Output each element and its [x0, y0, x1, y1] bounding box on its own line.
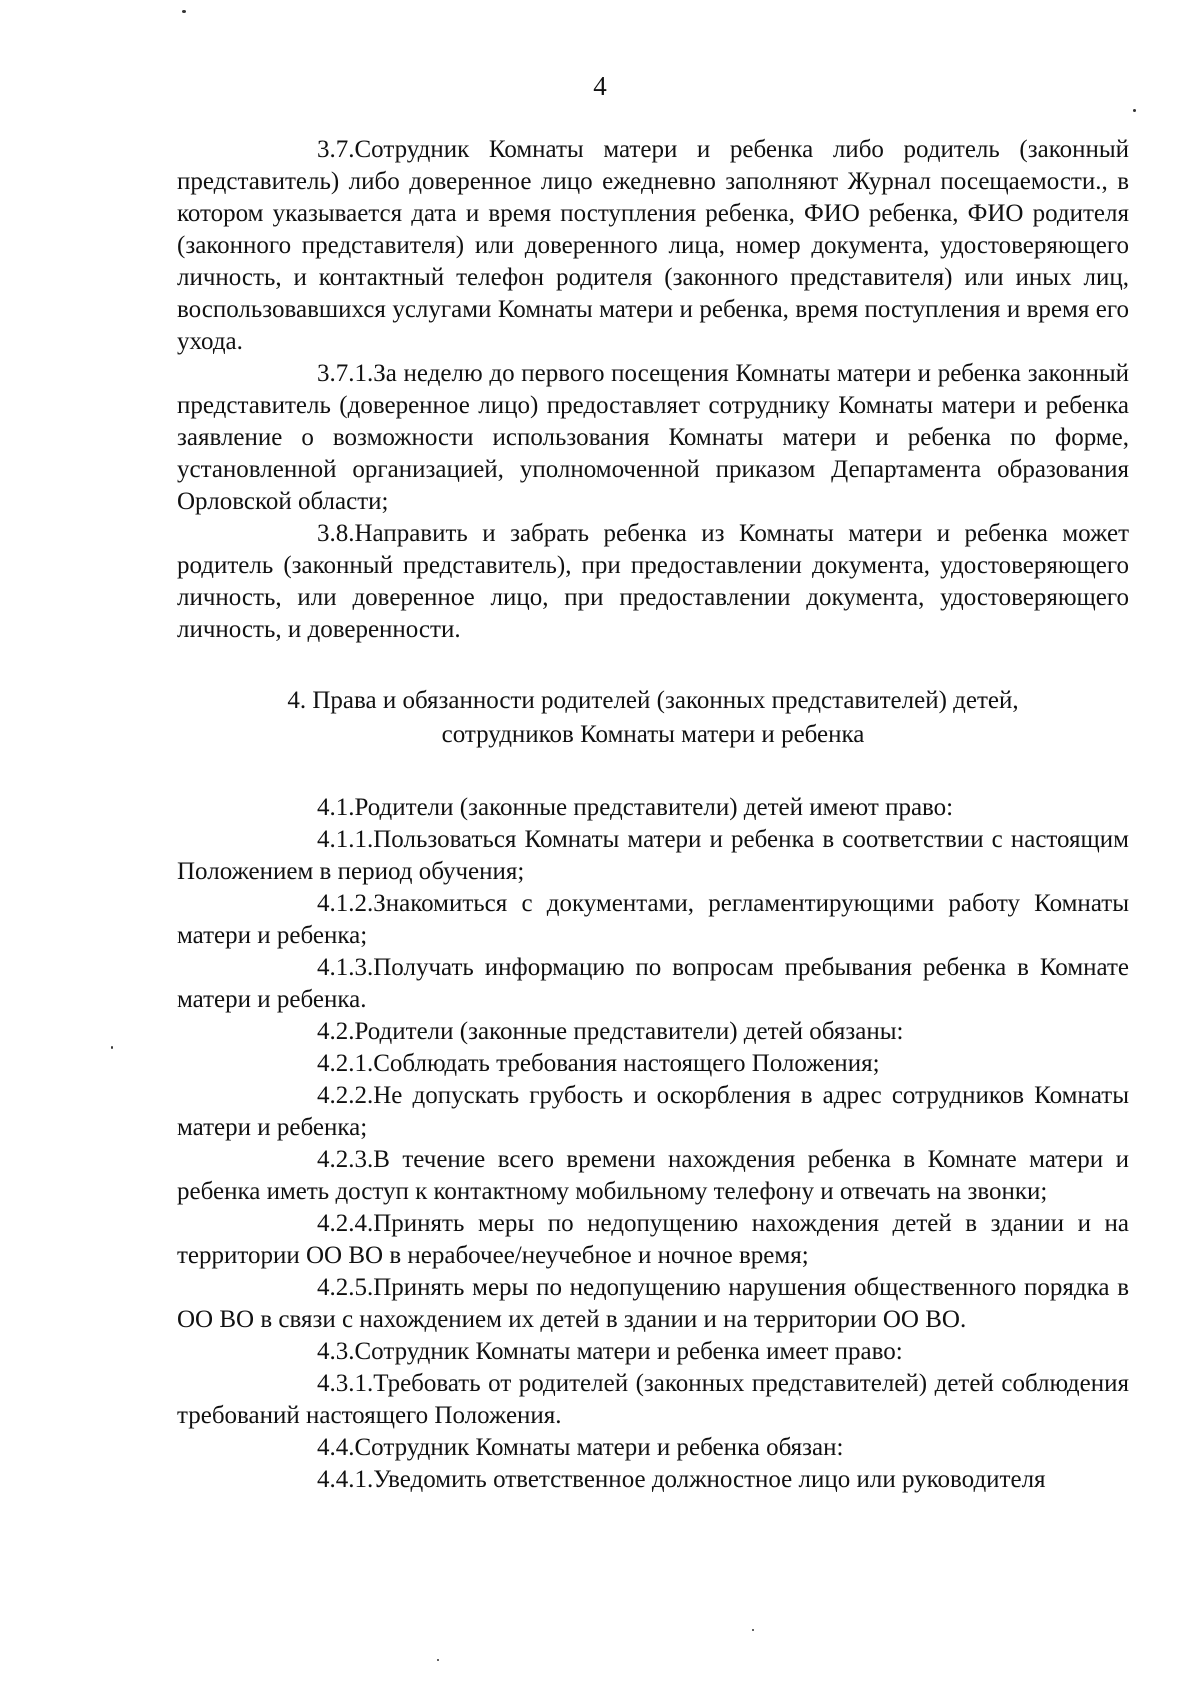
scan-speck	[182, 10, 186, 13]
paragraph-number: 4.2.2.	[317, 1082, 374, 1109]
paragraph-text: Получать информацию по вопросам пребывания ребенка в Комнате матери и ребенка.	[177, 954, 1129, 1013]
paragraph-number: 4.3.1.	[317, 1370, 374, 1397]
section-heading-line-1: 4. Права и обязанности родителей (законных представителей) детей,	[287, 687, 1019, 714]
page-number: 4	[593, 71, 607, 101]
paragraph-number: 4.2.5.	[317, 1274, 374, 1301]
paragraph-number: 4.1.3.	[317, 954, 374, 981]
paragraph-4-3	[177, 1336, 1129, 1368]
paragraph-4-2-1	[177, 1048, 1129, 1080]
scan-speck	[1133, 109, 1136, 112]
paragraph-number: 3.7.	[317, 136, 355, 163]
paragraph-number: 4.1.2.	[317, 890, 374, 917]
paragraph-3-7-1	[177, 358, 1129, 518]
paragraph-4-1	[177, 792, 1129, 824]
paragraph-text: Принять меры по недопущению нарушения общественного порядка в ОО ВО в связи с нахождением их детей в здании и на территории ОО ВО.	[177, 1274, 1129, 1333]
paragraph-4-2-5	[177, 1272, 1129, 1336]
paragraph-text: Сотрудник Комнаты матери и ребенка либо родитель (законный представитель) либо доверенное лицо ежедневно заполняют Журнал посещаемости., в котором указывается дата и время поступления ребенка, ФИО ребенка, ФИО родителя (законного представителя) или доверенного лица, номер документа, удостоверяющего личность, и контактный телефон родителя (законного представителя) или иных лиц, воспользовавшихся услугами Комнаты матери и ребенка, время поступления и время его ухода.	[177, 136, 1129, 355]
paragraph-3-8	[177, 518, 1129, 646]
paragraph-number: 4.4.1.	[317, 1466, 374, 1493]
paragraph-4-2-3	[177, 1144, 1129, 1208]
paragraph-text: Уведомить ответственное должностное лицо или руководителя	[373, 1466, 1046, 1493]
scan-speck	[437, 1659, 439, 1661]
paragraph-text: Направить и забрать ребенка из Комнаты матери и ребенка может родитель (законный представитель), при предоставлении документа, удостоверяющего личность, или доверенное лицо, при предоставлении документа, удостоверяющего личность, и доверенности.	[177, 520, 1129, 643]
paragraph-number: 4.4.	[317, 1434, 355, 1461]
paragraph-number: 4.2.4.	[317, 1210, 374, 1237]
section-heading-line-2: сотрудников Комнаты матери и ребенка	[441, 721, 865, 748]
paragraph-text: Принять меры по недопущению нахождения детей в здании и на территории ОО ВО в нерабочее/неучебное и ночное время;	[177, 1210, 1129, 1269]
paragraph-text: Сотрудник Комнаты матери и ребенка имеет право:	[354, 1338, 903, 1365]
paragraph-text: Не допускать грубость и оскорбления в адрес сотрудников Комнаты матери и ребенка;	[177, 1082, 1129, 1141]
paragraph-4-2	[177, 1016, 1129, 1048]
paragraph-text: Родители (законные представители) детей имеют право:	[354, 794, 954, 821]
paragraph-number: 4.2.1.	[317, 1050, 374, 1077]
paragraph-text: За неделю до первого посещения Комнаты матери и ребенка законный представитель (доверенное лицо) предоставляет сотруднику Комнаты матери и ребенка заявление о возможности использования Комнаты матери и ребенка по форме, установленной организацией, уполномоченной приказом Департамента образования Орловской области;	[177, 360, 1129, 515]
paragraph-4-1-3	[177, 952, 1129, 1016]
paragraph-4-1-1	[177, 824, 1129, 888]
paragraph-number: 3.8.	[317, 520, 355, 547]
scan-speck	[111, 1046, 113, 1049]
document-body	[177, 134, 1129, 1496]
paragraph-number: 4.3.	[317, 1338, 355, 1365]
paragraph-text: В течение всего времени нахождения ребенка в Комнате матери и ребенка иметь доступ к контактному мобильному телефону и отвечать на звонки;	[177, 1146, 1129, 1205]
paragraph-number: 4.2.3.	[317, 1146, 374, 1173]
paragraph-4-2-2	[177, 1080, 1129, 1144]
section-heading	[177, 684, 1129, 752]
paragraph-number: 3.7.1.	[317, 360, 374, 387]
paragraph-text: Требовать от родителей (законных представителей) детей соблюдения требований настоящего Положения.	[177, 1370, 1129, 1429]
paragraph-4-2-4	[177, 1208, 1129, 1272]
paragraph-text: Соблюдать требования настоящего Положения;	[373, 1050, 880, 1077]
paragraph-text: Знакомиться с документами, регламентирующими работу Комнаты матери и ребенка;	[177, 890, 1129, 949]
scan-speck	[752, 1629, 754, 1631]
paragraph-4-4	[177, 1432, 1129, 1464]
paragraph-text: Сотрудник Комнаты матери и ребенка обязан:	[354, 1434, 844, 1461]
paragraph-number: 4.1.	[317, 794, 355, 821]
paragraph-text: Пользоваться Комнаты матери и ребенка в соответствии с настоящим Положением в период обучения;	[177, 826, 1129, 885]
paragraph-4-3-1	[177, 1368, 1129, 1432]
paragraph-text: Родители (законные представители) детей обязаны:	[354, 1018, 904, 1045]
paragraph-4-1-2	[177, 888, 1129, 952]
paragraph-4-4-1	[177, 1464, 1129, 1496]
paragraph-3-7	[177, 134, 1129, 358]
paragraph-number: 4.2.	[317, 1018, 355, 1045]
paragraph-number: 4.1.1.	[317, 826, 374, 853]
